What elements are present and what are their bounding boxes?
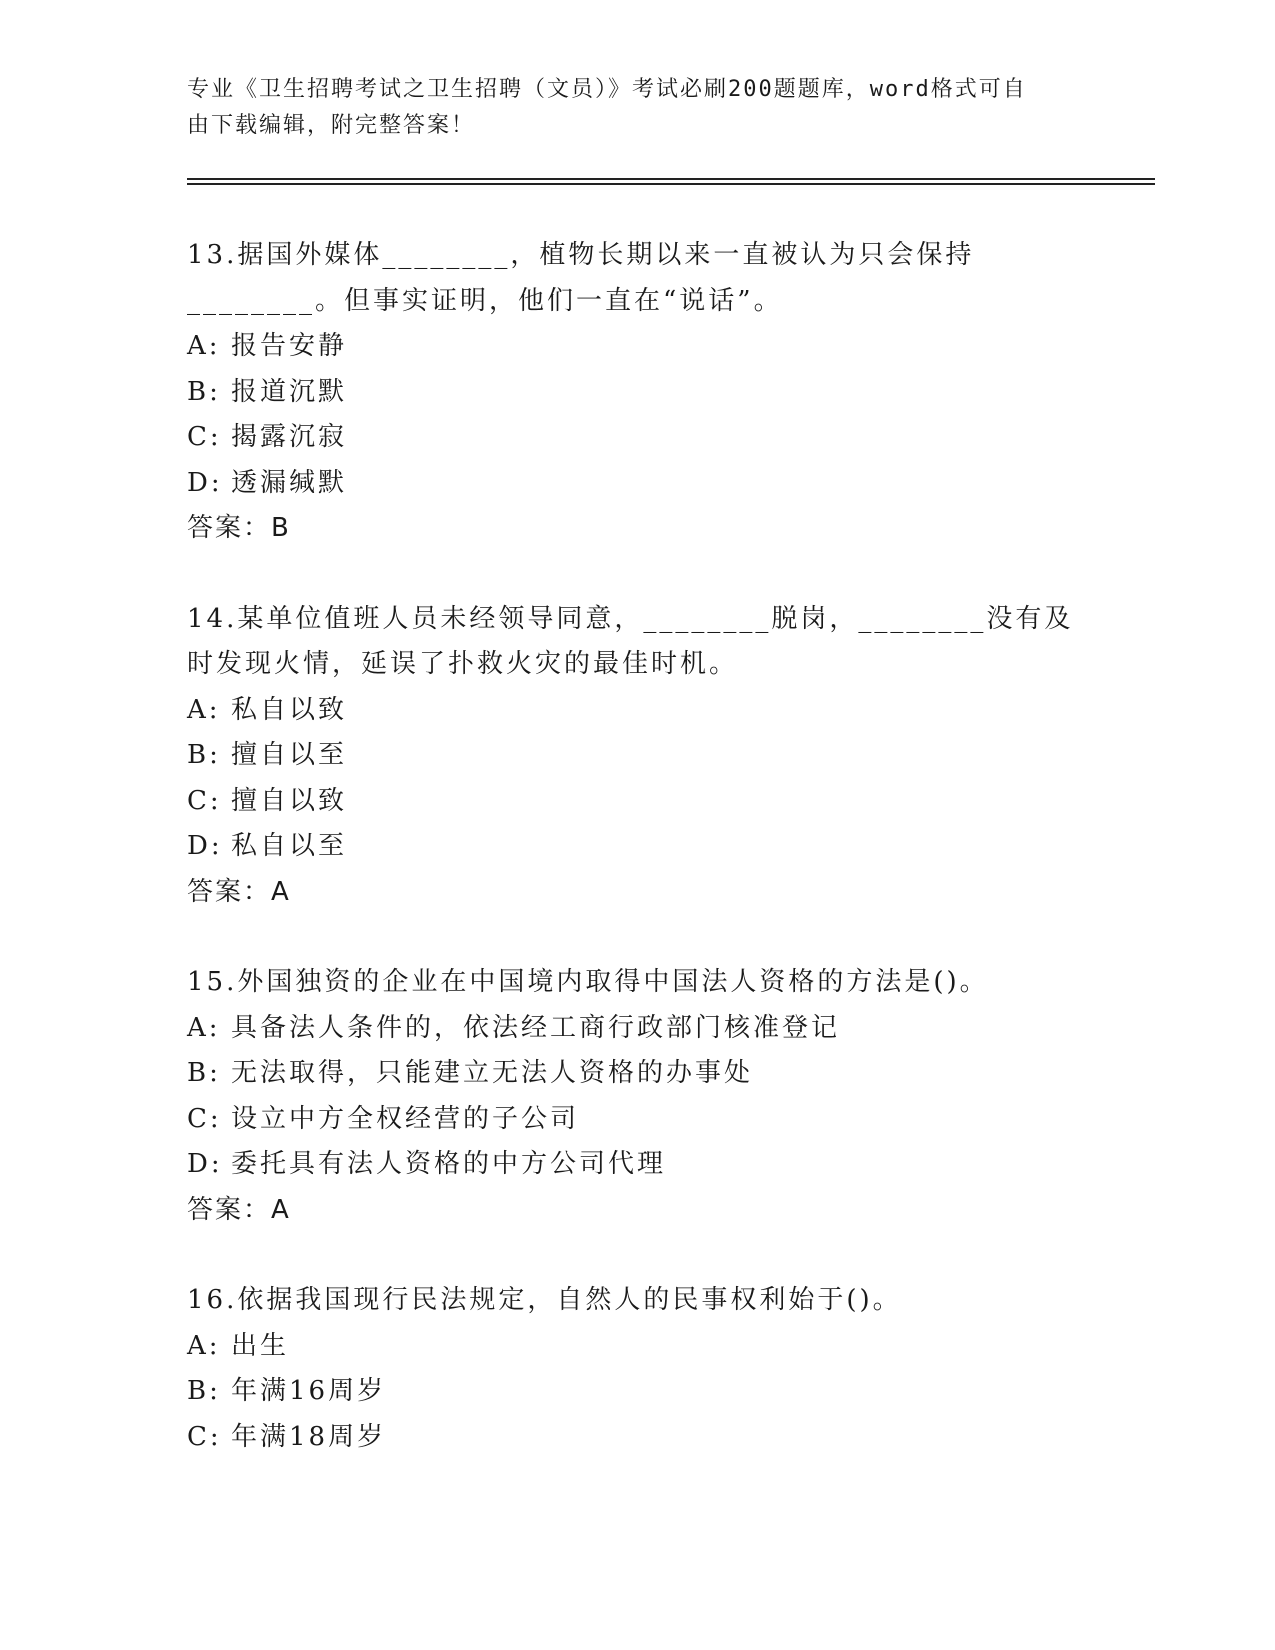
option-key: C: (187, 422, 222, 452)
option-text: 无法取得，只能建立无法人资格的办事处 (231, 1058, 754, 1088)
question-block (187, 597, 1087, 916)
option-key: C: (187, 1421, 222, 1452)
option-text: 报道沉默 (231, 376, 348, 407)
option-b (187, 370, 1087, 416)
header-divider-bottom (187, 183, 1155, 185)
option-c (187, 779, 1087, 825)
question-list (187, 233, 1087, 1460)
option-text: 出生 (231, 1330, 290, 1361)
option-key: B: (187, 376, 221, 407)
option-key: A: (187, 331, 221, 361)
question-text: 15.外国独资的企业在中国境内取得中国法人资格的方法是()。 (187, 967, 989, 997)
option-a (187, 324, 1087, 370)
option-a (187, 688, 1087, 734)
option-text: 年满18周岁 (231, 1421, 387, 1452)
option-text: 私自以至 (231, 831, 348, 861)
question-block (187, 1278, 1087, 1460)
option-key: B: (187, 1376, 221, 1406)
option-key: D: (187, 831, 223, 861)
option-key: B: (187, 740, 221, 770)
header-intro-line-1: 专业《卫生招聘考试之卫生招聘（文员）》考试必刷200题题库，word格式可自 (187, 77, 1027, 102)
option-key: D: (187, 1149, 223, 1179)
option-text: 年满16周岁 (231, 1376, 387, 1406)
option-d (187, 824, 1087, 870)
answer-line: 答案：B (187, 513, 291, 543)
option-key: C: (187, 785, 222, 816)
option-d (187, 1142, 1087, 1188)
option-text: 擅自以致 (231, 785, 348, 816)
option-text: 委托具有法人资格的中方公司代理 (231, 1149, 667, 1179)
option-a (187, 1006, 1087, 1052)
option-b (187, 1369, 1087, 1415)
option-a (187, 1324, 1087, 1370)
option-text: 具备法人条件的，依法经工商行政部门核准登记 (231, 1012, 841, 1043)
option-c (187, 1415, 1087, 1461)
option-key: A: (187, 1012, 221, 1043)
option-key: B: (187, 1058, 221, 1088)
option-text: 擅自以至 (231, 740, 348, 770)
header-divider-top (187, 178, 1155, 180)
option-text: 设立中方全权经营的子公司 (231, 1103, 580, 1134)
option-key: D: (187, 467, 223, 498)
option-text: 报告安静 (231, 331, 348, 361)
option-key: A: (187, 694, 221, 725)
document-header (187, 72, 1067, 144)
option-text: 透漏缄默 (231, 467, 348, 498)
header-intro-line-2: 由下载编辑，附完整答案！ (187, 113, 476, 138)
question-block (187, 233, 1087, 552)
option-b (187, 1051, 1087, 1097)
option-c (187, 1097, 1087, 1143)
option-c (187, 415, 1087, 461)
option-d (187, 461, 1087, 507)
option-key: C: (187, 1103, 222, 1134)
option-text: 私自以致 (231, 694, 348, 725)
option-text: 揭露沉寂 (231, 422, 348, 452)
answer-line: 答案：A (187, 1194, 291, 1225)
option-key: A: (187, 1330, 221, 1361)
question-text: 13.据国外媒体________，植物长期以来一直被认为只会保持________。但事实证明，他们一直在“说话”。 (187, 240, 975, 316)
question-text: 14.某单位值班人员未经领导同意，________脱岗，________没有及时发现火情，延误了扑救火灾的最佳时机。 (187, 603, 1074, 679)
option-b (187, 733, 1087, 779)
question-text: 16.依据我国现行民法规定，自然人的民事权利始于()。 (187, 1285, 902, 1315)
question-block (187, 960, 1087, 1233)
answer-line: 答案：A (187, 876, 291, 907)
